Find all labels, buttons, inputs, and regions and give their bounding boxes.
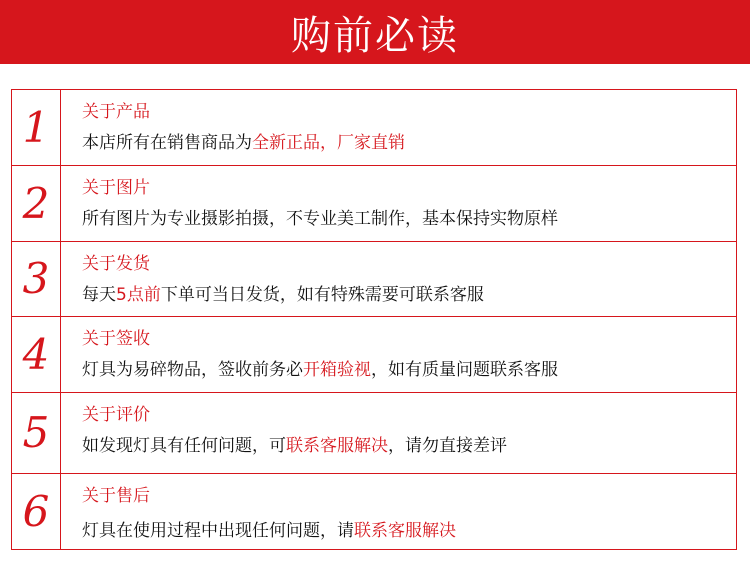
description-highlight: 开箱验视 (303, 360, 371, 380)
item-number-cell (12, 242, 61, 316)
notice-item (11, 242, 737, 317)
item-number: 2 (22, 178, 50, 228)
notice-item (11, 166, 737, 242)
item-heading: 关于售后 (82, 486, 150, 506)
item-heading: 关于产品 (82, 102, 150, 122)
notice-item (11, 393, 737, 474)
description-text: 所有图片为专业摄影拍摄，不专业美工制作，基本保持实物原样 (82, 209, 558, 229)
notice-item (11, 474, 737, 550)
item-description (82, 360, 558, 380)
notice-item (11, 317, 737, 393)
description-highlight: 5点前 (116, 285, 161, 305)
description-highlight: 联系客服解决 (286, 436, 388, 456)
description-text: 本店所有在销售商品为 (82, 133, 252, 153)
item-number: 6 (22, 486, 50, 536)
item-number: 1 (22, 102, 50, 152)
description-text: 每天 (82, 285, 116, 305)
description-text: 下单可当日发货，如有特殊需要可联系客服 (160, 285, 484, 305)
item-number: 3 (22, 254, 50, 303)
item-number-cell (12, 317, 61, 392)
item-description (82, 285, 484, 305)
item-heading: 关于签收 (82, 329, 150, 349)
item-number-cell (12, 393, 61, 473)
item-description (82, 133, 405, 153)
item-heading: 关于发货 (82, 254, 150, 274)
item-heading: 关于评价 (82, 405, 150, 425)
item-number-cell (12, 90, 61, 165)
item-heading: 关于图片 (82, 178, 150, 198)
item-description (82, 521, 456, 541)
description-highlight: 联系客服解决 (354, 521, 456, 541)
header-banner (0, 0, 750, 64)
item-number-cell (12, 474, 61, 549)
item-description (82, 209, 558, 229)
description-text: 灯具为易碎物品，签收前务必 (82, 360, 303, 380)
item-number: 5 (22, 408, 50, 457)
description-text: ，请勿直接差评 (388, 436, 507, 456)
description-text: ，如有质量问题联系客服 (371, 360, 558, 380)
notice-item (11, 89, 737, 166)
item-description (82, 436, 507, 456)
description-text: 如发现灯具有任何问题，可 (82, 436, 286, 456)
description-text: 灯具在使用过程中出现任何问题，请 (82, 521, 354, 541)
item-number: 4 (22, 329, 50, 379)
description-highlight: 全新正品，厂家直销 (252, 133, 405, 153)
item-number-cell (12, 166, 61, 241)
page-title: 购前必读 (291, 12, 459, 59)
